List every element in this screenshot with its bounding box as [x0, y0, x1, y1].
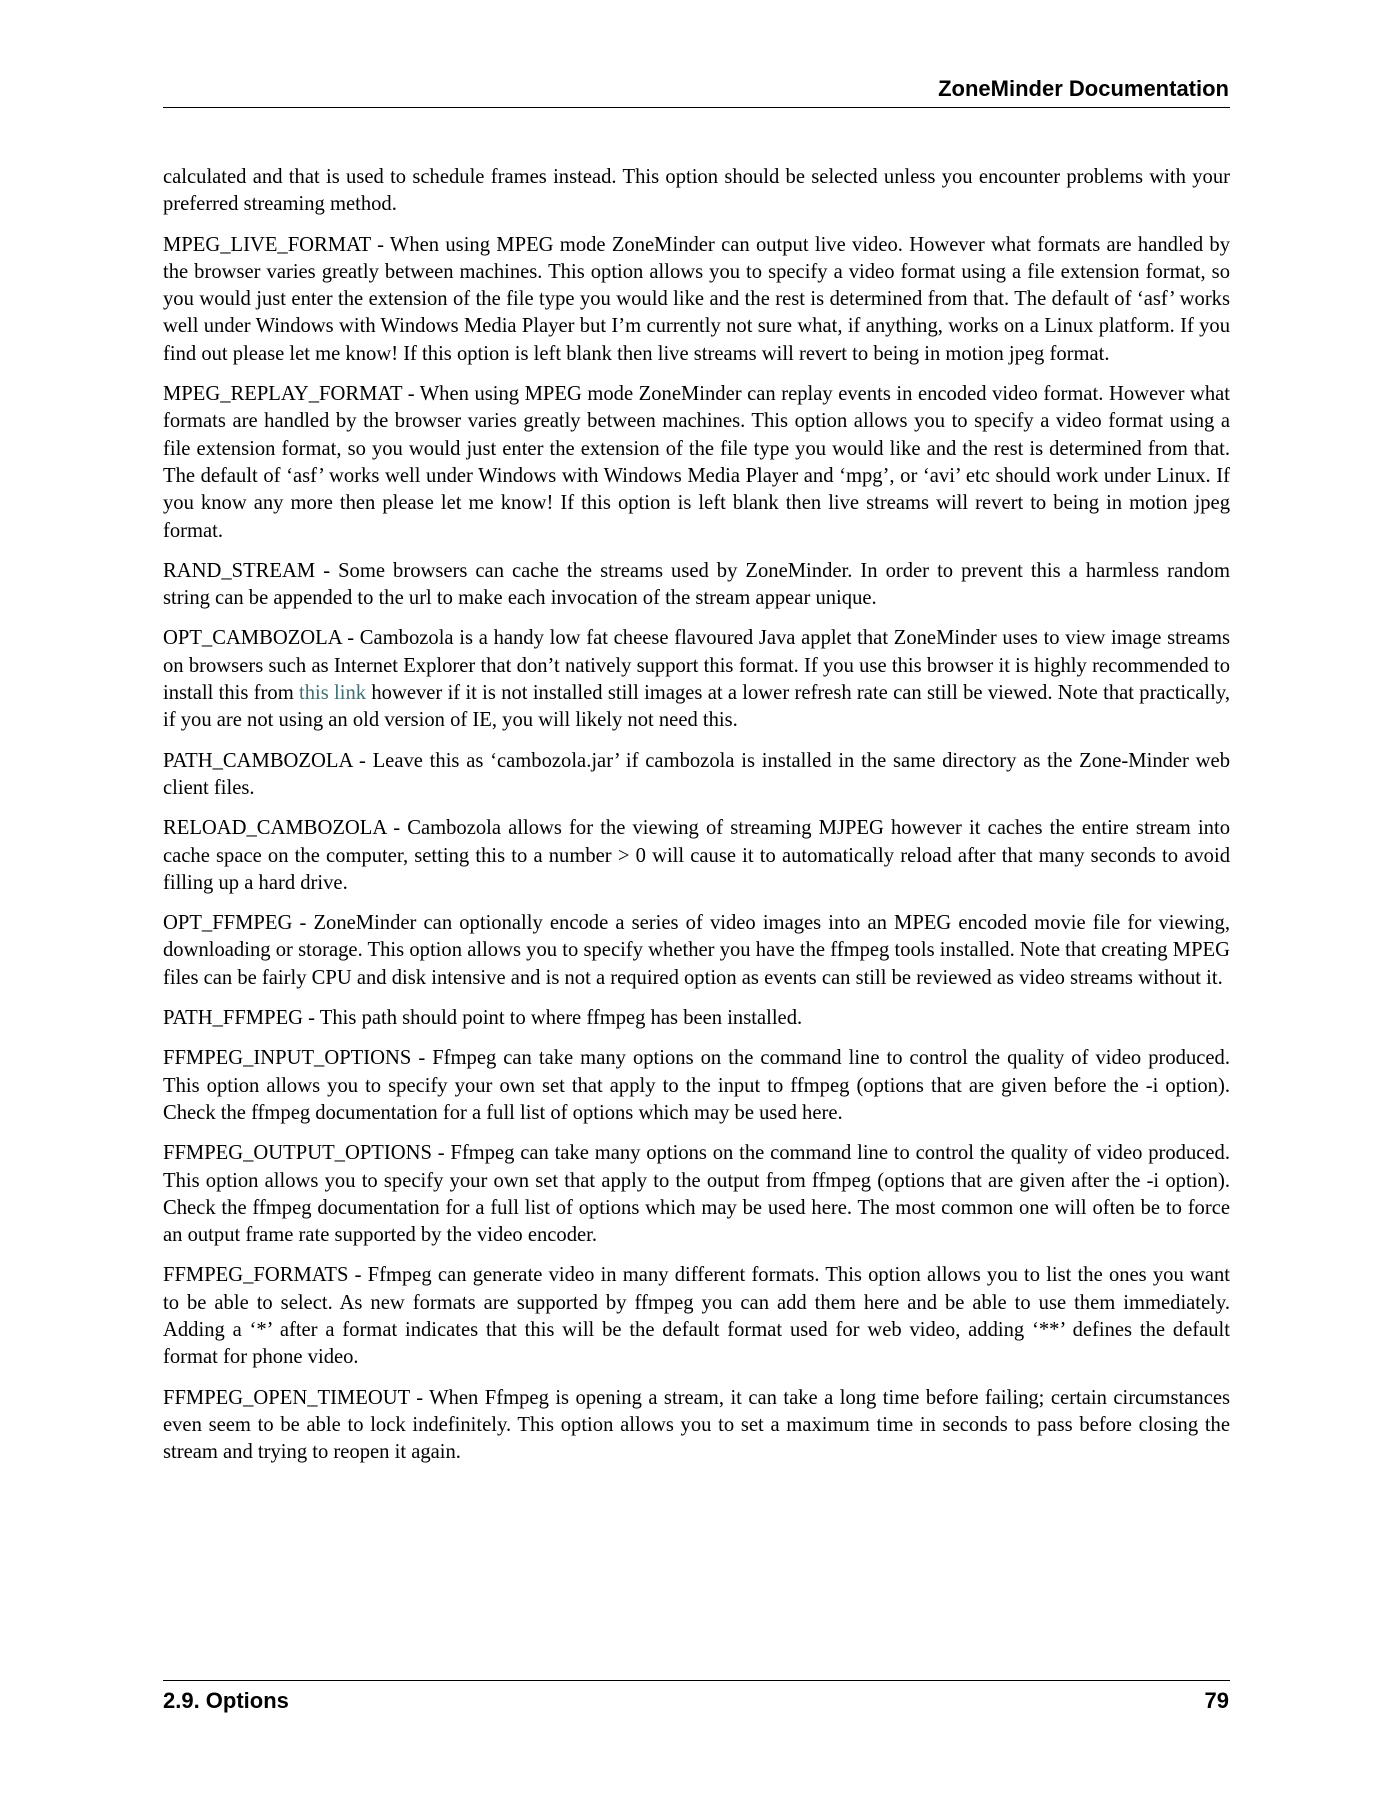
paragraph-intro-continued: calculated and that is used to schedule frames instead. This option should be selected unless you encounter problems with your preferred streaming method.	[163, 166, 1230, 216]
paragraph-path-cambozola: PATH_CAMBOZOLA - Leave this as ‘cambozola.jar’ if cambozola is installed in the same directory as the Zone-Minder web client files.	[163, 749, 1230, 799]
body-text	[163, 164, 1230, 1479]
paragraph-reload-cambozola: RELOAD_CAMBOZOLA - Cambozola allows for the viewing of streaming MJPEG however it caches the entire stream into cache space on the computer, setting this to a number > 0 will cause it to automatically reload after that many seconds to avoid filling up a hard drive.	[163, 817, 1230, 894]
cambozola-link[interactable]: this link	[299, 682, 367, 705]
paragraph-opt-cambozola	[163, 625, 1230, 734]
paragraph-path-ffmpeg: PATH_FFMPEG - This path should point to where ffmpeg has been installed.	[163, 1007, 803, 1030]
paragraph-ffmpeg-formats: FFMPEG_FORMATS - Ffmpeg can generate video in many different formats. This option allows you to list the ones you want to be able to select. As new formats are supported by ffmpeg you can add them here and be able to use them immediately. Adding a ‘*’ after a format indicates that this will be the default format used for web video, adding ‘**’ defines the default format for phone video.	[163, 1264, 1230, 1369]
paragraph-opt-ffmpeg: OPT_FFMPEG - ZoneMinder can optionally encode a series of video images into an MPEG encoded movie file for viewing, downloading or storage. This option allows you to specify whether you have the ffmpeg tools installed. Note that creating MPEG files can be fairly CPU and disk intensive and is not a required option as events can still be reviewed as video streams without it.	[163, 912, 1230, 989]
footer-page-number: 79	[1204, 1688, 1229, 1713]
cambozola-text-before: OPT_CAMBOZOLA - Cambozola is a handy low fat cheese flavoured Java applet that ZoneMinder uses to view image streams on browsers such as Internet Explorer that don’t natively support this format. If you use this browser it is highly recommended to install this from	[163, 627, 1230, 705]
paragraph-rand-stream: RAND_STREAM - Some browsers can cache the streams used by ZoneMinder. In order to prevent this a harmless random string can be appended to the url to make each invocation of the stream appear unique.	[163, 559, 1230, 610]
cambozola-text-after: however if it is not installed still images at a lower refresh rate can still be viewed. Note that practically, if you are not using an old version of IE, you will likely not need this.	[163, 682, 1230, 732]
paragraph-ffmpeg-input-options: FFMPEG_INPUT_OPTIONS - Ffmpeg can take many options on the command line to control the quality of video produced. This option allows you to specify your own set that apply to the input to ffmpeg (options that are given before the -i option). Check the ffmpeg documentation for a full list of options which may be used here.	[163, 1047, 1230, 1124]
header-title: ZoneMinder Documentation	[938, 76, 1229, 101]
paragraph-mpeg-replay-format: MPEG_REPLAY_FORMAT - When using MPEG mode ZoneMinder can replay events in encoded video format. However what formats are handled by the browser varies greatly between machines. This option allows you to specify a video format using a file extension format, so you would just enter the extension of the file type you would like and the rest is determined from that. The default of ‘asf’ works well under Windows with Windows Media Player and ‘mpg’, or ‘avi’ etc should work under Linux. If you know any more then please let me know! If this option is left blank then live streams will revert to being in motion jpeg format.	[163, 383, 1230, 542]
footer-divider	[163, 1680, 1230, 1681]
paragraph-mpeg-live-format: MPEG_LIVE_FORMAT - When using MPEG mode ZoneMinder can output live video. However what formats are handled by the browser varies greatly between machines. This option allows you to specify a video format using a file extension format, so you would just enter the extension of the file type you would like and the rest is determined from that. The default of ‘asf’ works well under Windows with Windows Media Player but I’m currently not sure what, if anything, works on a Linux platform. If you find out please let me know! If this option is left blank then live streams will revert to being in motion jpeg format.	[163, 233, 1230, 365]
paragraph-ffmpeg-open-timeout: FFMPEG_OPEN_TIMEOUT - When Ffmpeg is opening a stream, it can take a long time before failing; certain circumstances even seem to be able to lock indefinitely. This option allows you to set a maximum time in seconds to pass before closing the stream and trying to reopen it again.	[163, 1386, 1230, 1464]
paragraph-ffmpeg-output-options: FFMPEG_OUTPUT_OPTIONS - Ffmpeg can take many options on the command line to control the quality of video produced. This option allows you to specify your own set that apply to the output from ffmpeg (options that are given after the -i option). Check the ffmpeg documentation for a full list of options which may be used here. The most common one will often be to force an output frame rate supported by the video encoder.	[163, 1142, 1230, 1247]
footer-section-title: 2.9. Options	[163, 1688, 289, 1713]
header-divider	[163, 107, 1230, 108]
